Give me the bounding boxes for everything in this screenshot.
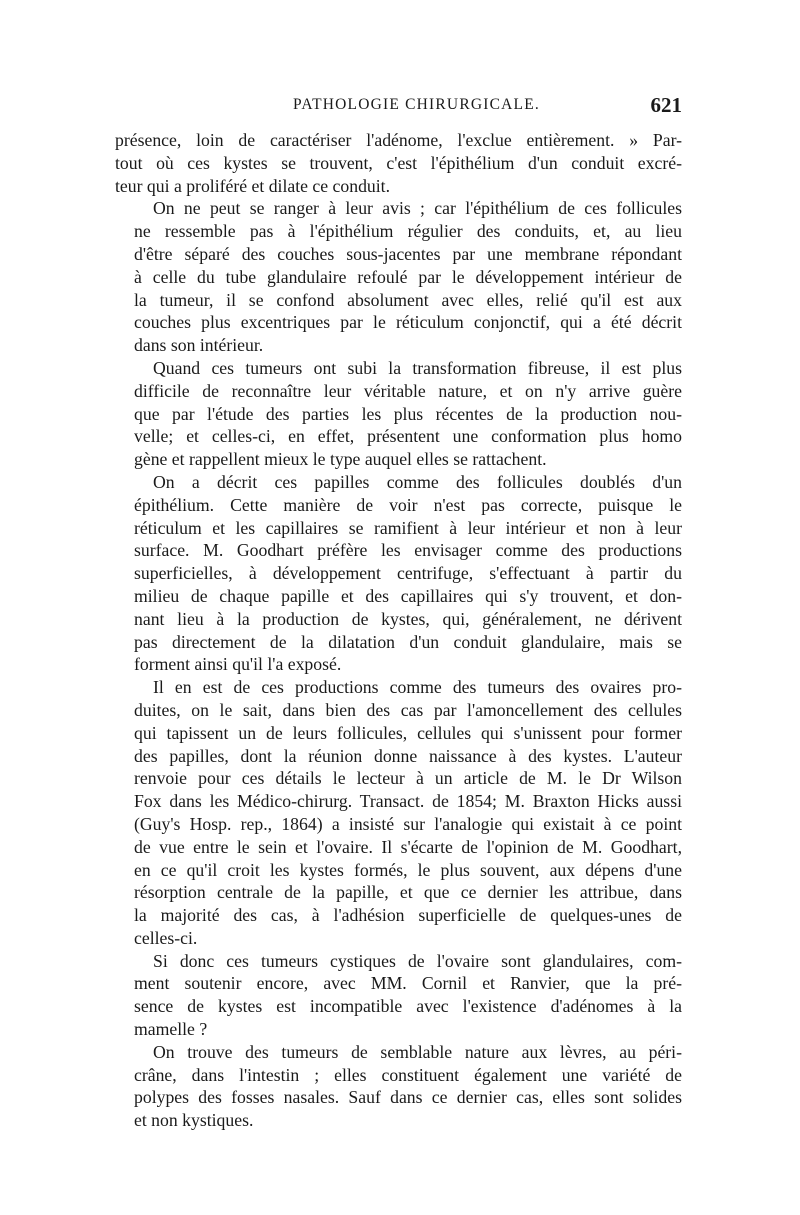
- text-line: celles-ci.: [134, 927, 198, 948]
- text-line: épithélium. Cette manière de voir n'est pas correcte, puisque le: [134, 494, 682, 515]
- paragraph-3: [115, 357, 682, 471]
- text-line: renvoie pour ces détails le lecteur à un article de M. le Dr Wilson: [134, 768, 682, 789]
- text-line: réticulum et les capillaires se ramifient à leur intérieur et non à leur: [134, 517, 682, 538]
- text-line: sence de kystes est incompatible avec l'existence d'adénomes à la: [134, 996, 682, 1017]
- text-line: difficile de reconnaître leur véritable nature, et on n'y arrive guère: [134, 380, 682, 401]
- paragraph-4: [115, 471, 682, 676]
- text-line: mamelle ?: [134, 1019, 208, 1040]
- text-line: superficielles, à développement centrifuge, s'effectuant à partir du: [134, 563, 682, 584]
- text-line: On ne peut se ranger à leur avis ; car l'épithélium de ces follicules: [153, 198, 682, 219]
- text-line: tout où ces kystes se trouvent, c'est l'épithélium d'un conduit excré-: [115, 152, 682, 173]
- text-line: couches plus excentriques par le réticulum conjonctif, qui a été décrit: [134, 312, 682, 333]
- text-line: présence, loin de caractériser l'adénome, l'exclue entièrement. » Par-: [115, 130, 682, 150]
- text-line: gène et rappellent mieux le type auquel elles se rattachent.: [134, 449, 547, 470]
- paragraph-2: [115, 197, 682, 357]
- text-line: On a décrit ces papilles comme des follicules doublés d'un: [153, 471, 682, 492]
- text-line: la majorité des cas, à l'adhésion superficielle de quelques-unes de: [134, 905, 682, 926]
- text-line: à celle du tube glandulaire refoulé par le développement intérieur de: [134, 266, 682, 287]
- text-line: ne ressemble pas à l'épithélium régulier des conduits, et, au lieu: [134, 221, 682, 242]
- text-line: en ce qu'il croit les kystes formés, le plus souvent, aux dépens d'une: [134, 859, 682, 880]
- running-title: PATHOLOGIE CHIRURGICALE.: [293, 96, 540, 113]
- text-line: ment soutenir encore, avec MM. Cornil et Ranvier, que la pré-: [134, 973, 682, 994]
- page-number: 621: [650, 93, 682, 117]
- text-line: que par l'étude des parties les plus récentes de la production nou-: [134, 403, 682, 424]
- text-line: On trouve des tumeurs de semblable nature aux lèvres, au péri-: [153, 1041, 682, 1062]
- page-header: [115, 93, 682, 120]
- text-line: (Guy's Hosp. rep., 1864) a insisté sur l'analogie qui existait à ce point: [134, 813, 682, 834]
- text-line: polypes des fosses nasales. Sauf dans ce dernier cas, elles sont solides: [134, 1087, 682, 1108]
- text-line: la tumeur, il se confond absolument avec elles, relié qu'il est aux: [134, 289, 682, 310]
- text-line: crâne, dans l'intestin ; elles constituent également une variété de: [134, 1064, 682, 1085]
- text-line: teur qui a proliféré et dilate ce conduit.: [115, 175, 391, 196]
- text-line: Si donc ces tumeurs cystiques de l'ovaire sont glandulaires, com-: [153, 950, 682, 971]
- text-line: d'être séparé des couches sous-jacentes par une membrane répondant: [134, 243, 682, 264]
- text-line: résorption centrale de la papille, et que ce dernier les attribue, dans: [134, 882, 682, 903]
- text-line: duites, on le sait, dans bien des cas par l'amoncellement des cellules: [134, 699, 682, 720]
- paragraph-1: [115, 129, 682, 197]
- paragraph-7: [115, 1041, 682, 1132]
- page-body: [115, 129, 682, 1132]
- paragraph-6: [115, 950, 682, 1041]
- text-line: Fox dans les Médico-chirurg. Transact. de 1854; M. Braxton Hicks aussi: [134, 791, 682, 812]
- text-line: de vue entre le sein et l'ovaire. Il s'écarte de l'opinion de M. Goodhart,: [134, 836, 682, 857]
- paragraph-5: [115, 676, 682, 950]
- text-line: milieu de chaque papille et des capillaires qui s'y trouvent, et don-: [134, 585, 682, 606]
- text-line: des papilles, dont la réunion donne naissance à des kystes. L'auteur: [134, 745, 682, 766]
- text-line: velle; et celles-ci, en effet, présentent une conformation plus homo: [134, 426, 682, 447]
- text-line: et non kystiques.: [134, 1110, 254, 1131]
- text-line: surface. M. Goodhart préfère les envisager comme des productions: [134, 540, 682, 561]
- text-line: dans son intérieur.: [134, 335, 264, 356]
- text-line: Quand ces tumeurs ont subi la transformation fibreuse, il est plus: [153, 357, 682, 378]
- text-line: qui tapissent un de leurs follicules, cellules qui s'unissent pour former: [134, 722, 682, 743]
- text-line: pas directement de la dilatation d'un conduit glandulaire, mais se: [134, 631, 682, 652]
- text-line: nant lieu à la production de kystes, qui, généralement, ne dérivent: [134, 608, 682, 629]
- text-line: forment ainsi qu'il l'a exposé.: [134, 654, 342, 675]
- text-line: Il en est de ces productions comme des tumeurs des ovaires pro-: [153, 677, 682, 698]
